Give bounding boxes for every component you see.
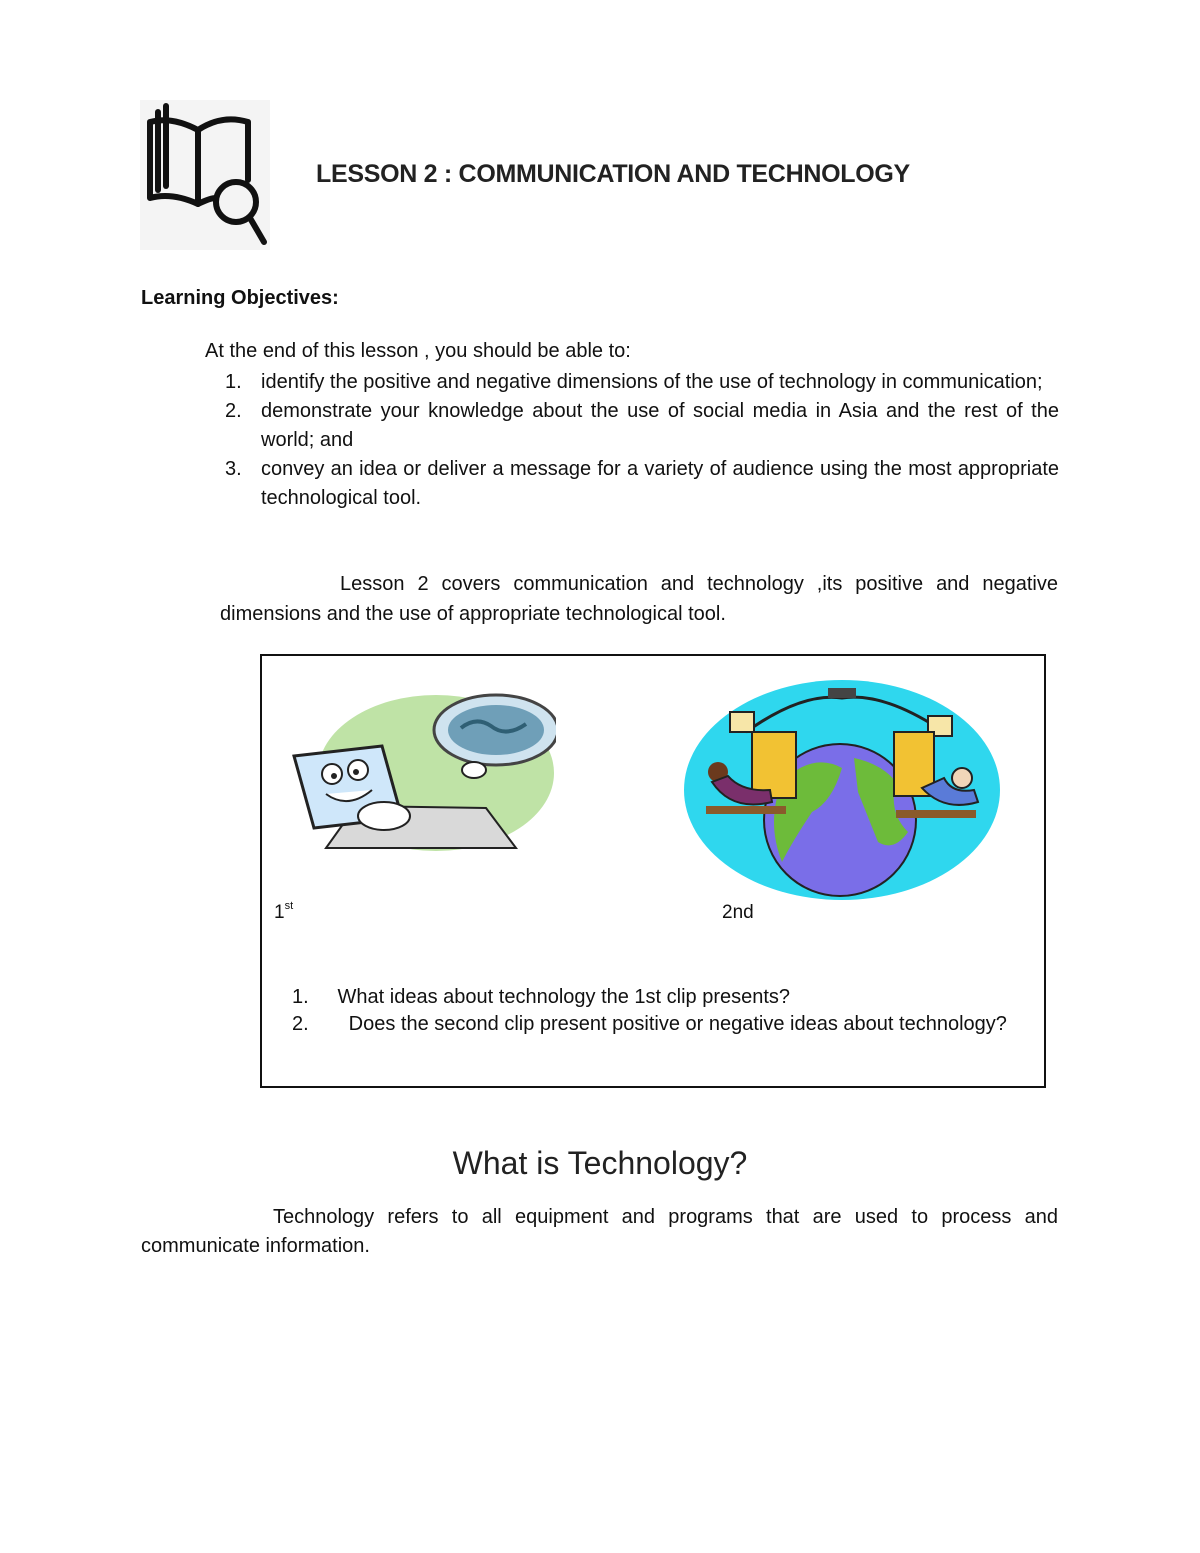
laptop-globe-clipart bbox=[286, 688, 556, 863]
book-magnifier-icon bbox=[140, 100, 270, 250]
lesson-cover-paragraph: Lesson 2 covers communication and technology ,its positive and negative dimensions and the use of appropriate technological tool. bbox=[220, 573, 1058, 625]
caption-second: 2nd bbox=[722, 902, 754, 923]
objective-number: 1. bbox=[225, 371, 242, 393]
question-item bbox=[292, 1011, 1034, 1038]
objectives-list bbox=[225, 368, 1059, 513]
question-number: 2. bbox=[292, 1013, 309, 1035]
objective-item bbox=[225, 455, 1059, 513]
lesson-title: LESSON 2 : COMMUNICATION AND TECHNOLOGY bbox=[316, 160, 910, 188]
section-heading: What is Technology? bbox=[452, 1145, 748, 1181]
objective-number: 3. bbox=[225, 458, 242, 480]
question-number: 1. bbox=[292, 986, 309, 1008]
technology-definition: Technology refers to all equipment and programs that are used to process and communicate information. bbox=[141, 1206, 1058, 1257]
caption-first-number: 1 bbox=[274, 902, 285, 923]
caption-first-suffix: st bbox=[284, 900, 294, 912]
question-item bbox=[292, 984, 1034, 1011]
people-on-globe-clipart bbox=[682, 672, 1000, 907]
objective-item bbox=[225, 368, 1059, 397]
objective-text: convey an idea or deliver a message for a variety of audience using the most appropriate technological tool. bbox=[261, 458, 1059, 509]
question-text: What ideas about technology the 1st clip presents? bbox=[332, 986, 791, 1008]
learning-objectives-heading: Learning Objectives: bbox=[141, 287, 339, 309]
objective-item bbox=[225, 397, 1059, 455]
objective-text: demonstrate your knowledge about the use of social media in Asia and the rest of the world; and bbox=[261, 400, 1059, 451]
objectives-intro: At the end of this lesson , you should be able to: bbox=[205, 340, 631, 362]
question-text: Does the second clip present positive or negative ideas about technology? bbox=[332, 1013, 1007, 1035]
questions-list bbox=[292, 984, 1034, 1038]
objective-text: identify the positive and negative dimensions of the use of technology in communication; bbox=[261, 371, 1043, 393]
objective-number: 2. bbox=[225, 400, 242, 422]
caption-first bbox=[274, 902, 293, 924]
